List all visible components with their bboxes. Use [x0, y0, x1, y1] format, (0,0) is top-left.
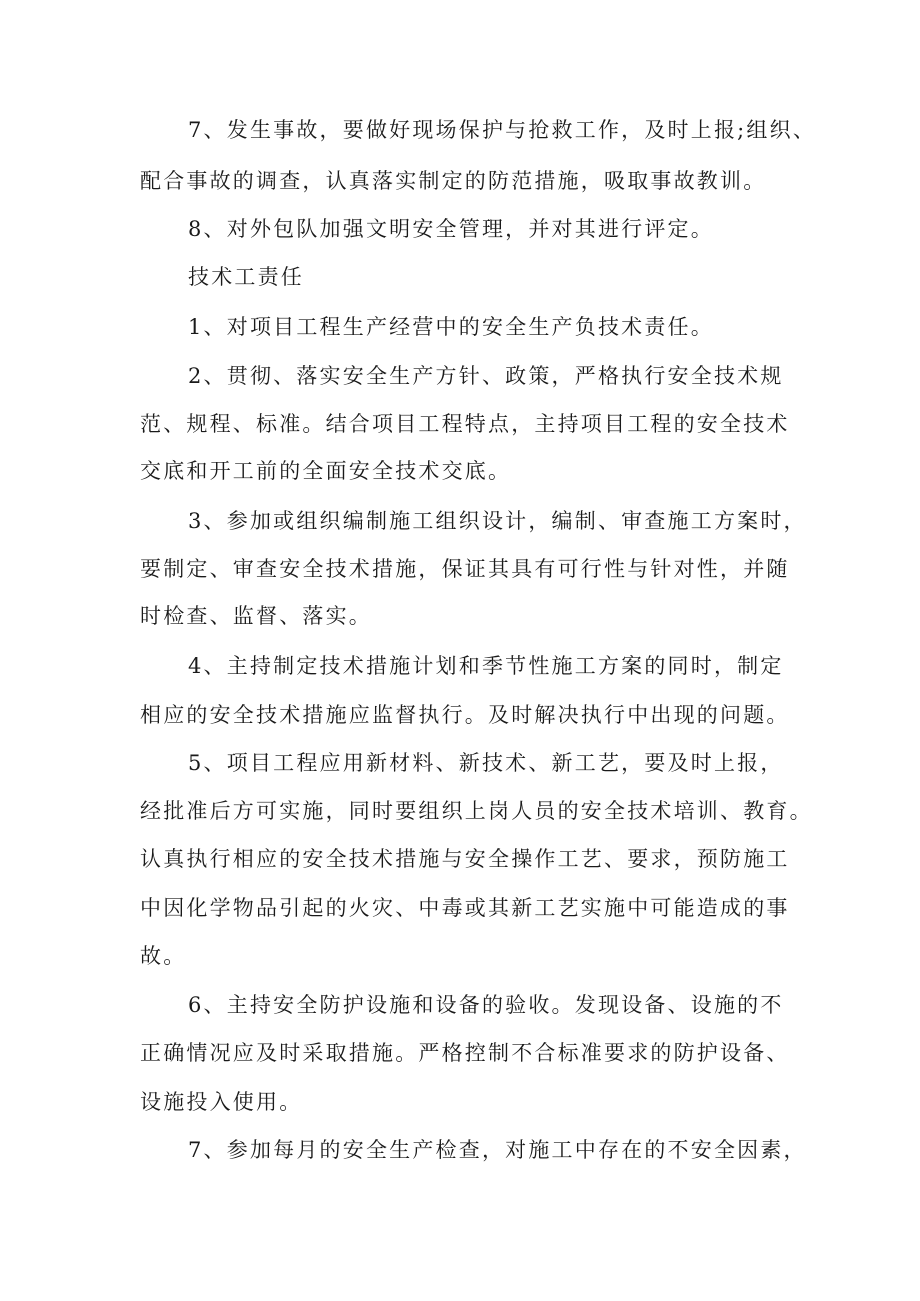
text-line: 5、项目工程应用新材料、新技术、新工艺，要及时上报， [188, 751, 784, 775]
text-line: 范、规程、标准。结合项目工程特点，主持项目工程的安全技术 [140, 412, 790, 436]
text-line: 2、贯彻、落实安全生产方针、政策，严格执行安全技术规 [188, 364, 784, 388]
text-line: 7、发生事故，要做好现场保护与抢救工作，及时上报;组织、 [188, 118, 817, 142]
text-line: 8、对外包队加强文明安全管理，并对其进行评定。 [188, 217, 714, 241]
text-line: 经批准后方可实施，同时要组织上岗人员的安全技术培训、教育。 [140, 799, 813, 823]
text-line: 认真执行相应的安全技术措施与安全操作工艺、要求，预防施工 [140, 847, 790, 871]
text-line: 1、对项目工程生产经营中的安全生产负技术责任。 [188, 315, 714, 339]
text-line: 4、主持制定技术措施计划和季节性施工方案的同时，制定 [188, 654, 784, 678]
text-line: 设施投入使用。 [140, 1090, 303, 1114]
text-line: 配合事故的调查，认真落实制定的防范措施，吸取事故教训。 [140, 169, 767, 193]
text-line: 6、主持安全防护设施和设备的验收。发现设备、设施的不 [188, 993, 784, 1017]
text-line: 时检查、监督、落实。 [140, 604, 372, 628]
text-line: 7、参加每月的安全生产检查，对施工中存在的不安全因素， [188, 1138, 807, 1162]
text-line: 相应的安全技术措施应监督执行。及时解决执行中出现的问题。 [140, 703, 790, 727]
text-line: 中因化学物品引起的火灾、中毒或其新工艺实施中可能造成的事 [140, 896, 790, 920]
text-line: 故。 [140, 944, 187, 968]
text-line: 技术工责任 [188, 265, 304, 289]
text-line: 3、参加或组织编制施工组织设计，编制、审查施工方案时， [188, 509, 807, 533]
text-line: 要制定、审查安全技术措施，保证其具有可行性与针对性，并随 [140, 557, 790, 581]
text-line: 交底和开工前的全面安全技术交底。 [140, 459, 512, 483]
text-line: 正确情况应及时采取措施。严格控制不合标准要求的防护设备、 [140, 1041, 790, 1065]
